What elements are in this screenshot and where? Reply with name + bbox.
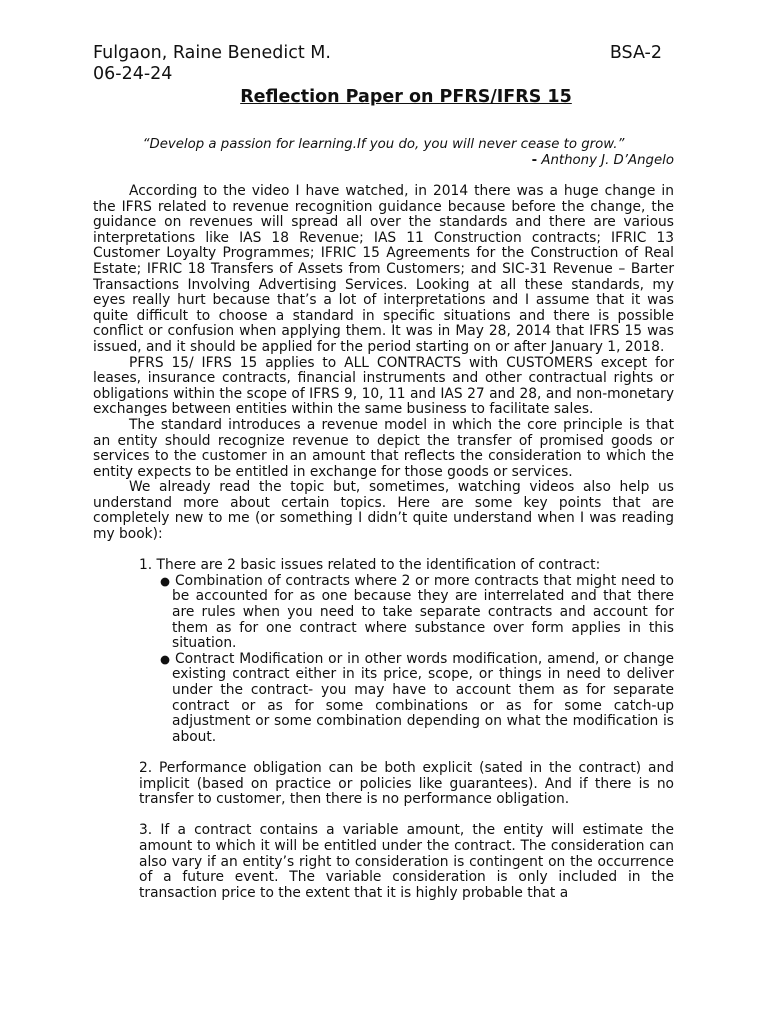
bullet-list (160, 574, 674, 746)
paragraph: According to the video I have watched, in 2014 there was a huge change in the IFRS related to revenue recognition guidance because before the change, the guidance on revenues will spread all over the standards and there are various interpretations like IAS 18 Revenue; IAS 11 Construction contracts; IFRIC 13 Customer Loyalty Programmes; IFRIC 15 Agreements for the Construction of Real Estate; IFRIC 18 Transfers of Assets from Customers; and SIC-31 Revenue – Barter Transactions Involving Advertising Services. Looking at all these standards, my eyes really hurt because that’s a lot of interpretations and I assume that it was quite difficult to choose a standard in specific situations and there is possible conflict or confusion when applying them. It was in May 28, 2014 that IFRS 15 was issued, and it should be applied for the period starting on or after January 1, 2018. (93, 183, 674, 355)
key-points-list (139, 558, 674, 901)
document-date: 06-24-24 (93, 64, 173, 84)
bullet-item (160, 652, 674, 746)
epigraph-author-name: Anthony J. D’Angelo (537, 153, 674, 168)
list-item-3: 3. If a contract contains a variable amount, the entity will estimate the amount to which it will be entitled under the contract. The consideration can also vary if an entity’s right to consideration is contingent on the occurrence of a future event. The variable consideration is only included in the transaction price to the extent that it is highly probable that a (139, 822, 674, 901)
paragraph: PFRS 15/ IFRS 15 applies to ALL CONTRACTS with CUSTOMERS except for leases, insurance contracts, financial instruments and other contractual rights or obligations within the scope of IFRS 9, 10, 11 and IAS 27 and 28, and non-monetary exchanges between entities within the same business to facilitate sales. (93, 354, 674, 418)
spacer (139, 808, 674, 824)
epigraph-dash: - (531, 153, 538, 168)
list-item-1-heading: 1. There are 2 basic issues related to the identification of contract: (139, 557, 601, 574)
course-section: BSA-2 (609, 43, 662, 63)
epigraph-author (532, 153, 674, 169)
paragraph: We already read the topic but, sometimes, watching videos also help us understand more about certain topics. Here are some key points that are completely new to me (or something I didn’t quite understand when I was reading my book): (93, 479, 674, 543)
paragraph: The standard introduces a revenue model in which the core principle is that an entity should recognize revenue to depict the transfer of promised goods or services to the customer in an amount that reflects the consideration to which the entity expects to be entitled in exchange for those goods or services. (93, 416, 674, 480)
bullet-item (160, 574, 674, 652)
page-title: Reflection Paper on PFRS/IFRS 15 (240, 87, 572, 107)
author-name: Fulgaon, Raine Benedict M. (93, 43, 331, 63)
bullet-text: Contract Modification or in other words modification, amend, or change existing contract either in its price, scope, or things in need to deliver under the contract- you may have to account them as for separate contract or as for some combinations or as for some catch-up adjustment or some combination depending on what the modification is about. (172, 650, 674, 745)
epigraph-quote: “Develop a passion for learning.If you do, you will never cease to grow.” (142, 137, 625, 152)
body-text (93, 184, 674, 901)
bullet-text: Combination of contracts where 2 or more contracts that might need to be accounted for as one because they are interrelated and that there are rules when you need to take separate contracts and account for them as for one contract where substance over form applies in this situation. (172, 572, 674, 652)
spacer (93, 543, 674, 559)
spacer (139, 745, 674, 761)
list-item-2: 2. Performance obligation can be both explicit (sated in the contract) and implicit (based on practice or policies like guarantees). And if there is no transfer to customer, then there is no performance obligation. (139, 759, 674, 808)
